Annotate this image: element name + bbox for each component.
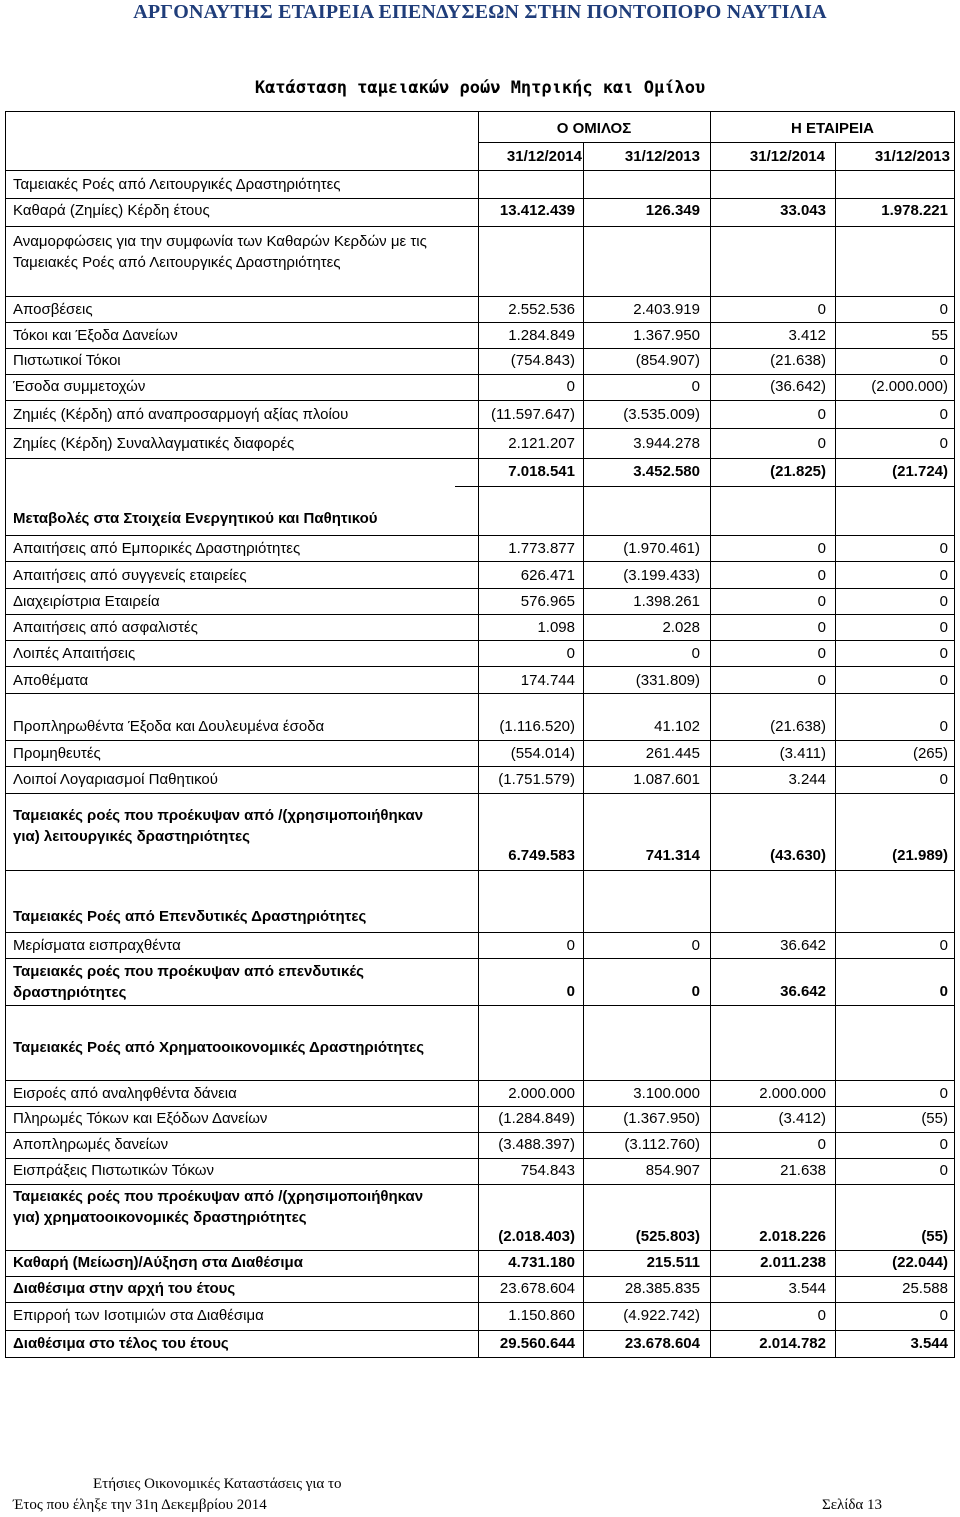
row-value: 0	[939, 1085, 948, 1102]
row-value: (3.112.760)	[624, 1136, 700, 1153]
row-label: Διαθέσιμα στο τέλος του έτους	[13, 1335, 229, 1352]
row-divider	[478, 142, 955, 143]
row-divider	[5, 400, 955, 401]
row-label: Ζημιές (Κέρδη) από αναπροσαρμογή αξίας πλοίου	[13, 406, 349, 423]
row-value: 1.398.261	[633, 593, 700, 610]
row-value: 2.403.919	[633, 301, 700, 318]
row-value: 754.843	[520, 1162, 575, 1179]
row-value: 0	[939, 352, 948, 369]
row-value: 1.087.601	[633, 771, 700, 788]
row-value: 0	[939, 645, 948, 662]
row-value: 3.544	[788, 1280, 826, 1297]
row-label: Διαθέσιμα στην αρχή του έτους	[13, 1280, 236, 1297]
footer-line-1: Ετήσιες Οικονομικές Καταστάσεις για το	[93, 1476, 342, 1492]
row-value: (2.018.403)	[498, 1228, 575, 1245]
row-value: 1.773.877	[508, 540, 575, 557]
row-divider	[5, 561, 955, 562]
row-divider	[5, 1276, 955, 1277]
row-value: 0	[939, 435, 948, 452]
row-label: Λοιποί Λογαριασμοί Παθητικού	[13, 771, 218, 788]
row-value: (2.000.000)	[871, 378, 948, 395]
row-value: 0	[691, 937, 700, 954]
row-value: 2.121.207	[508, 435, 575, 452]
row-value: 0	[939, 672, 948, 689]
row-value: 2.014.782	[759, 1335, 826, 1352]
row-value: 0	[566, 378, 575, 395]
row-value: 2.000.000	[508, 1085, 575, 1102]
row-label: Ζημίες (Κέρδη) Συναλλαγματικές διαφορές	[13, 435, 295, 452]
row-value: 0	[939, 1136, 948, 1153]
column-header-date: 31/12/2014	[506, 148, 582, 165]
row-value: (854.907)	[635, 352, 700, 369]
row-value: (525.803)	[635, 1228, 700, 1245]
row-value: 0	[817, 1307, 826, 1324]
row-value: 2.018.226	[759, 1228, 826, 1245]
row-value: (21.825)	[770, 463, 826, 480]
row-value: (21.638)	[770, 718, 826, 735]
row-value: (55)	[921, 1228, 948, 1245]
row-value: 28.385.835	[624, 1280, 700, 1297]
row-value: 0	[939, 718, 948, 735]
row-value: 33.043	[780, 202, 826, 219]
row-divider	[5, 535, 955, 536]
row-value: (21.638)	[770, 352, 826, 369]
page-title: Κατάσταση ταμειακών ροών Μητρικής και Ομίλου	[254, 78, 706, 98]
row-value: (3.412)	[778, 1110, 826, 1127]
row-divider	[5, 348, 955, 349]
row-value: 261.445	[645, 745, 700, 762]
row-value: 0	[939, 1307, 948, 1324]
company-header-title: ΑΡΓΟΝΑΥΤΗΣ ΕΤΑΙΡΕΙΑ ΕΠΕΝΔΥΣΕΩΝ ΣΤΗΝ ΠΟΝΤΟΠΟΡΟ ΝΑΥΤΙΛΙΑ	[133, 1, 827, 23]
row-label: Έσοδα συμμετοχών	[13, 378, 146, 395]
row-value: 174.744	[520, 672, 575, 689]
row-value: 36.642	[780, 982, 826, 1000]
row-label: Καθαρή (Μείωση)/Αύξηση στα Διαθέσιμα	[13, 1254, 303, 1271]
column-header-group: Ο ΟΜΙΛΟΣ	[556, 120, 632, 137]
row-value: 0	[566, 937, 575, 954]
row-value: 0	[817, 406, 826, 423]
row-divider	[5, 1080, 955, 1081]
row-divider	[5, 1158, 955, 1159]
row-value: 0	[817, 567, 826, 584]
row-value: (43.630)	[770, 847, 826, 864]
column-header-date: 31/12/2014	[749, 148, 825, 165]
row-value: (11.597.647)	[491, 406, 575, 423]
row-divider	[5, 458, 955, 459]
row-value: 1.284.849	[508, 327, 575, 344]
row-value: (4.922.742)	[623, 1307, 700, 1324]
row-value: 1.150.860	[508, 1307, 575, 1324]
row-value: 2.552.536	[508, 301, 575, 318]
row-value: 4.731.180	[508, 1254, 575, 1271]
row-value: 0	[817, 645, 826, 662]
row-value: (1.970.461)	[623, 540, 700, 557]
row-value: 2.000.000	[759, 1085, 826, 1102]
row-divider	[5, 740, 955, 741]
row-value: 3.412	[788, 327, 826, 344]
row-value: 41.102	[654, 718, 700, 735]
row-label: Επιρροή των Ισοτιμιών στα Διαθέσιμα	[13, 1307, 264, 1324]
row-value: (1.751.579)	[498, 771, 575, 788]
row-divider	[5, 198, 955, 199]
row-value: (1.284.849)	[498, 1110, 575, 1127]
row-value: 0	[939, 771, 948, 788]
row-label: Ταμειακές Ροές από Λειτουργικές Δραστηριότητες	[13, 176, 341, 193]
row-value: 1.978.221	[881, 202, 948, 219]
column-divider	[583, 142, 584, 1358]
row-value: 126.349	[645, 202, 700, 219]
row-label: Ταμειακές ροές που προέκυψαν από /(χρησιμοποιήθηκαν για) χρηματοοικονομικές δραστηριότητες	[13, 1188, 424, 1226]
row-divider	[5, 1005, 955, 1006]
row-value: (331.809)	[635, 672, 700, 689]
row-value: 3.452.580	[633, 463, 700, 480]
row-divider	[5, 1250, 955, 1251]
row-value: 1.367.950	[633, 327, 700, 344]
row-value: 0	[817, 593, 826, 610]
row-value: 2.011.238	[760, 1254, 826, 1271]
row-label: Λοιπές Απαιτήσεις	[13, 645, 136, 662]
column-header-date: 31/12/2013	[874, 148, 950, 165]
row-value: 3.544	[910, 1335, 948, 1352]
row-label: Μερίσματα εισπραχθέντα	[13, 937, 181, 954]
row-value: 0	[939, 982, 948, 1000]
row-value: 0	[939, 567, 948, 584]
row-divider	[5, 958, 955, 959]
row-label: Απαιτήσεις από Εμπορικές Δραστηριότητες	[13, 540, 301, 557]
row-value: 854.907	[645, 1162, 700, 1179]
row-label: Αποπληρωμές δανείων	[13, 1136, 169, 1153]
row-value: 0	[817, 672, 826, 689]
row-value: 3.244	[788, 771, 826, 788]
row-value: 0	[691, 645, 700, 662]
row-divider	[5, 588, 955, 589]
row-label: Καθαρά (Ζημίες) Κέρδη έτους	[13, 202, 210, 219]
row-label: Αποθέματα	[13, 672, 89, 689]
row-value: 25.588	[902, 1280, 948, 1297]
row-divider	[5, 793, 955, 794]
row-divider	[5, 322, 955, 323]
row-label: Προπληρωθέντα Έξοδα και Δουλευμένα έσοδα	[13, 718, 325, 735]
row-value: 0	[691, 982, 700, 1000]
row-value: 23.678.604	[499, 1280, 575, 1297]
row-value: 0	[817, 619, 826, 636]
row-divider	[5, 1330, 955, 1331]
row-divider	[5, 640, 955, 641]
row-value: 0	[566, 982, 575, 1000]
row-divider	[5, 170, 955, 171]
footer-line-2: Έτος που έληξε την 31η Δεκεμβρίου 2014	[13, 1497, 267, 1513]
row-value: 23.678.604	[624, 1335, 700, 1352]
row-value: 0	[939, 301, 948, 318]
row-label: Εισροές από αναληφθέντα δάνεια	[13, 1085, 237, 1102]
row-value: (21.724)	[892, 463, 948, 480]
row-value: (3.488.397)	[498, 1136, 575, 1153]
row-value: 6.749.583	[508, 847, 575, 864]
row-divider	[5, 1106, 955, 1107]
row-divider	[5, 666, 955, 667]
row-divider	[5, 932, 955, 933]
row-value: 0	[939, 593, 948, 610]
row-value: (22.044)	[892, 1254, 948, 1271]
row-value: (36.642)	[770, 378, 826, 395]
row-value: 1.098	[537, 619, 575, 636]
row-value: 0	[939, 937, 948, 954]
row-value: (55)	[921, 1110, 948, 1127]
footer-page-number: Σελίδα 13	[822, 1497, 883, 1513]
row-label: Μεταβολές στα Στοιχεία Ενεργητικού και Παθητικού	[13, 510, 378, 527]
row-value: (21.989)	[892, 847, 948, 864]
row-value: 741.314	[645, 847, 700, 864]
row-value: 215.511	[646, 1254, 700, 1271]
row-divider	[5, 374, 955, 375]
row-value: 13.412.439	[499, 202, 575, 219]
row-divider	[5, 614, 955, 615]
row-value: 0	[939, 619, 948, 636]
row-value: 2.028	[662, 619, 700, 636]
row-value: 3.100.000	[633, 1085, 700, 1102]
row-value: 626.471	[520, 567, 575, 584]
row-divider	[5, 870, 955, 871]
row-divider	[455, 486, 955, 487]
column-header-date: 31/12/2013	[624, 148, 700, 165]
row-value: 0	[691, 378, 700, 395]
row-value: 3.944.278	[633, 435, 700, 452]
row-value: 0	[566, 645, 575, 662]
row-value: 0	[817, 301, 826, 318]
row-value: 0	[817, 435, 826, 452]
row-label: Αποσβέσεις	[13, 301, 93, 318]
row-value: 0	[939, 540, 948, 557]
row-divider	[5, 693, 955, 694]
row-label: Τόκοι και Έξοδα Δανείων	[13, 327, 178, 344]
row-label: Πιστωτικοί Τόκοι	[13, 352, 121, 369]
row-value: 0	[817, 1136, 826, 1153]
row-label: Απαιτήσεις από ασφαλιστές	[13, 619, 198, 636]
row-value: 0	[939, 1162, 948, 1179]
row-label: Ταμειακές Ροές από Επενδυτικές Δραστηριότητες	[13, 908, 367, 925]
row-value: 29.560.644	[499, 1335, 575, 1352]
row-value: 21.638	[780, 1162, 826, 1179]
row-label: Εισπράξεις Πιστωτικών Τόκων	[13, 1162, 214, 1179]
row-divider	[5, 1184, 955, 1185]
row-divider	[5, 1302, 955, 1303]
row-value: (1.367.950)	[623, 1110, 700, 1127]
row-value: 7.018.541	[508, 463, 575, 480]
row-value: 576.965	[520, 593, 575, 610]
row-value: (3.535.009)	[623, 406, 700, 423]
row-value: 0	[939, 406, 948, 423]
row-divider	[5, 1132, 955, 1133]
row-value: (1.116.520)	[499, 718, 575, 735]
column-header-company: Η ΕΤΑΙΡΕΙΑ	[790, 120, 875, 137]
row-value: 55	[931, 327, 948, 344]
row-label: Πληρωμές Τόκων και Εξόδων Δανείων	[13, 1110, 268, 1127]
row-label: Ταμειακές Ροές από Χρηματοοικονομικές Δραστηριότητες	[13, 1039, 425, 1056]
row-divider	[5, 226, 955, 227]
row-label: Αναμορφώσεις για την συμφωνία των Καθαρών Κερδών με τις Ταμειακές Ροές από Λειτουργικές Δραστηριότητες	[13, 233, 427, 271]
row-value: 36.642	[780, 937, 826, 954]
row-divider	[5, 766, 955, 767]
row-label: Απαιτήσεις από συγγενείς εταιρείες	[13, 567, 247, 584]
row-value: (3.411)	[779, 745, 826, 762]
row-label: Ταμειακές ροές που προέκυψαν από επενδυτικές δραστηριότητες	[13, 963, 364, 1001]
row-divider	[5, 428, 955, 429]
row-label: Ταμειακές ροές που προέκυψαν από /(χρησιμοποιήθηκαν για) λειτουργικές δραστηριότητες	[13, 807, 424, 845]
row-value: 0	[817, 540, 826, 557]
row-divider	[5, 296, 955, 297]
row-label: Προμηθευτές	[13, 745, 101, 762]
row-value: (754.843)	[510, 352, 575, 369]
row-value: (554.014)	[510, 745, 575, 762]
row-value: (3.199.433)	[623, 567, 700, 584]
row-label: Διαχειρίστρια Εταιρεία	[13, 593, 160, 610]
row-value: (265)	[912, 745, 948, 762]
